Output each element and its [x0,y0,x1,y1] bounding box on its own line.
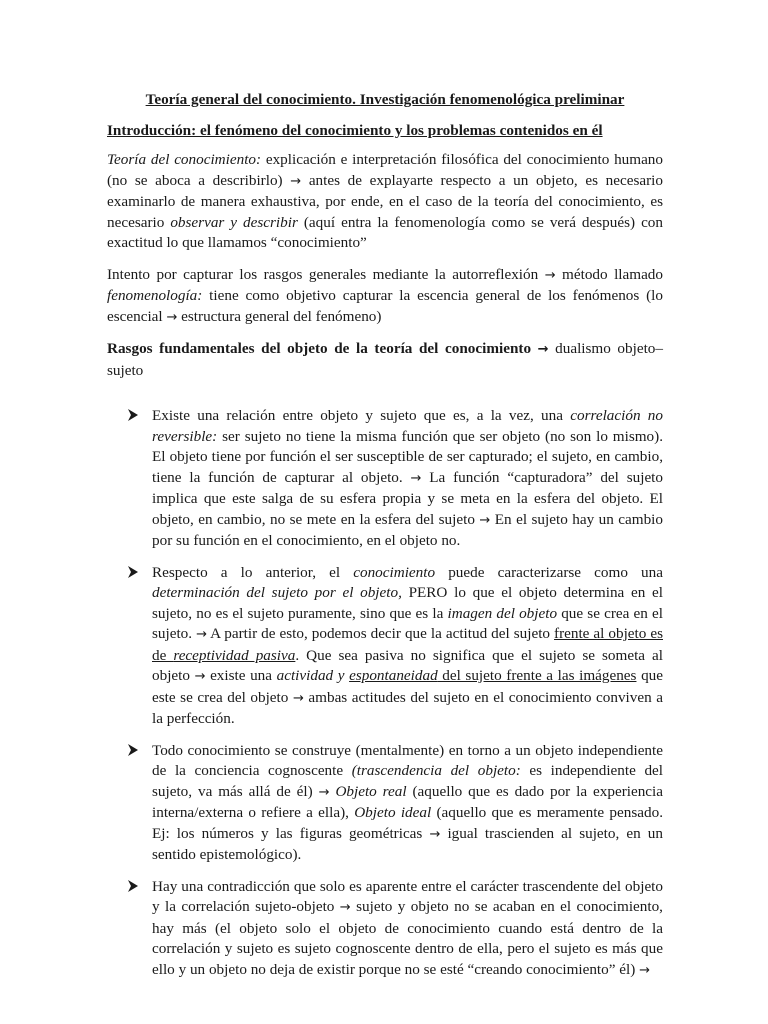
term-observar: observar y describir [170,213,298,231]
paragraph-theory-definition: Teoría del conocimiento: explicación e interpretación filosófica del conocimiento humano (no se aboca a describirlo) → antes de explayarte respecto a un objeto, es necesario examinarlo de manera exhaustiva, por ende, en el caso de la teoría del conocimiento, es necesario observar y describir (aquí entra la fenomenología como se verá después) con exactitud lo que llamamos “conocimiento” [107,151,663,251]
list-item: Todo conocimiento se construye (mentalmente) en torno a un objeto independiente de la conciencia cognoscente (trascendencia del objeto: es independiente del sujeto, va más allá de él) → Objeto real (aquello que es dado por la experiencia interna/externa o refiere a ella), Objeto ideal (aquello que es meramente pensado. Ej: los números y las figuras geométricas → igual trascienden al sujeto, en un sentido epistemológico). [107,741,663,866]
arrow-icon: → [429,826,441,842]
term-fenomenologia: fenomenología: [107,287,203,304]
paragraph-phenomenology: Intento por capturar los rasgos generales mediante la autorreflexión → método llamado fenomenología: tiene como objetivo capturar la escencia general de los fenómenos (lo escencial → estructura general del fenómeno) [107,265,663,325]
intro-heading: Introducción: el fenómeno del conocimiento y los problemas contenidos en él [107,121,603,139]
list-item: Hay una contradicción que solo es aparente entre el carácter trascendente del objeto y la correlación sujeto-objeto → sujeto y objeto no se acaban en el conocimiento, hay más (el objeto solo el objeto de conocimiento cuando está dentro de la correlación y sujeto es sujeto cognoscente dentro de ella, pero el sujeto es más que ello y un objeto no deja de existir porque no se esté “creando conocimiento” él) → [107,877,663,982]
arrow-icon: → [292,690,304,706]
arrowhead-bullet-icon [127,408,139,422]
arrow-icon: → [544,267,556,283]
term-teoria: Teoría del conocimiento: [107,151,262,168]
arrowhead-bullet-icon [127,565,139,579]
arrow-icon: → [194,669,206,684]
arrow-icon: → [410,470,422,486]
arrow-icon: → [537,342,549,357]
arrow-icon: → [166,309,178,325]
arrowhead-bullet-icon [127,743,139,757]
arrow-icon: → [479,512,491,528]
section-heading-rasgos: Rasgos fundamentales del objeto de la teoría del conocimiento [107,340,538,357]
arrow-icon: → [196,627,207,642]
arrow-icon: → [290,173,302,189]
list-item: Respecto a lo anterior, el conocimiento puede caracterizarse como una determinación del sujeto por el objeto, PERO lo que el objeto determina en el sujeto, no es el sujeto puramente, sino que es la imagen del objeto que se crea en el sujeto. → A partir de esto, podemos decir que la actitud del sujeto frente al objeto es de receptividad pasiva. Que sea pasiva no significa que el sujeto se someta al objeto → existe una actividad y espontaneidad del sujeto frente a las imágenes que este se crea del objeto → ambas actitudes del sujeto en el conocimiento conviven a la perfección. [107,563,663,730]
paragraph-rasgos: Rasgos fundamentales del objeto de la teoría del conocimiento → dualismo objeto–sujeto [107,340,663,379]
arrow-icon: → [339,900,351,915]
arrow-icon: → [639,962,651,978]
list-item: Existe una relación entre objeto y sujeto que es, a la vez, una correlación no reversible: ser sujeto no tiene la misma función que ser objeto (no son lo mismo). El objeto tiene por función el ser susceptible de ser capturado; el sujeto, en cambio, tiene la función de capturar al objeto. → La función “capturadora” del sujeto implica que este salga de su esfera propia y se meta en la esfera del objeto. El objeto, en cambio, no se mete en la esfera del sujeto → En el sujeto hay un cambio por su función en el conocimiento, en el objeto no. [107,406,663,552]
bullet-list [107,406,663,981]
arrowhead-bullet-icon [127,879,139,893]
arrow-icon: → [318,784,330,800]
page-title: Teoría general del conocimiento. Investigación fenomenológica preliminar [145,91,625,108]
